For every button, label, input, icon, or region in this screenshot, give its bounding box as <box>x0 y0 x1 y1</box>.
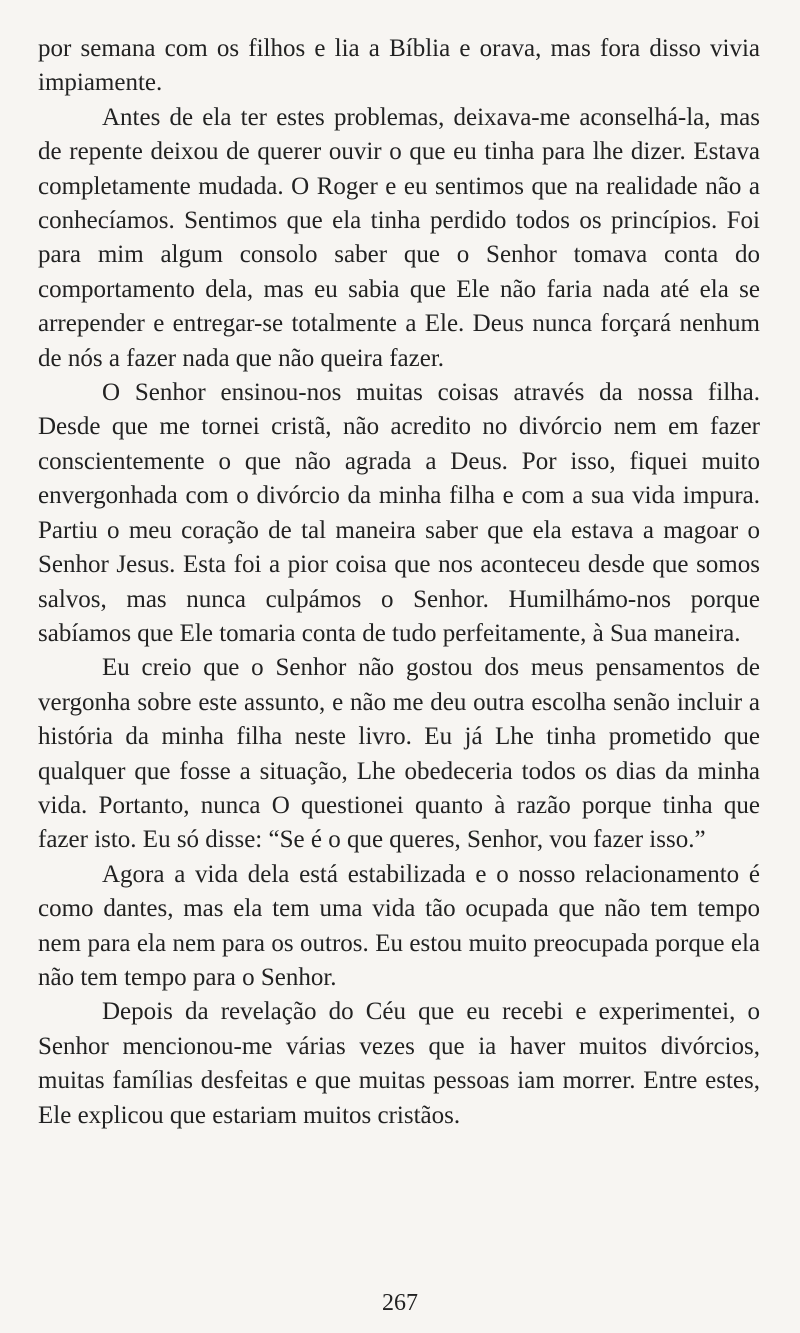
paragraph-6: Depois da revelação do Céu que eu recebi e experimentei, o Senhor mencionou-me várias vezes que ia haver muitos divórcios, muitas famílias desfeitas e que muitas pessoas iam morrer. Entre estes, Ele explicou que estariam muitos cristãos. <box>38 998 760 1129</box>
body-text <box>38 32 760 1133</box>
paragraph-5: Agora a vida dela está estabilizada e o nosso relacionamento é como dantes, mas ela tem uma vida tão ocupada que não tem tempo nem para ela nem para os outros. Eu estou muito preocupada porque ela não tem tempo para o Senhor. <box>38 860 760 991</box>
paragraph-2: Antes de ela ter estes problemas, deixava-me aconselhá-la, mas de repente deixou de querer ouvir o que eu tinha para lhe dizer. Estava completamente mudada. O Roger e eu sentimos que na realidade não a conhecíamos. Sentimos que ela tinha perdido todos os princípios. Foi para mim algum consolo saber que o Senhor tomava conta do comportamento dela, mas eu sabia que Ele não faria nada até ela se arrepender e entregar-se totalmente a Ele. Deus nunca forçará nenhum de nós a fazer nada que não queira fazer. <box>38 103 760 372</box>
page-number: 267 <box>382 1290 418 1316</box>
paragraph-1: por semana com os filhos e lia a Bíblia e orava, mas fora disso vivia impiamente. <box>38 35 760 97</box>
paragraph-3: O Senhor ensinou-nos muitas coisas através da nossa filha. Desde que me tornei cristã, não acredito no divórcio nem em fazer conscientemente o que não agrada a Deus. Por isso, fiquei muito envergonhada com o divórcio da minha filha e com a sua vida impura. Partiu o meu coração de tal maneira saber que ela estava a magoar o Senhor Jesus. Esta foi a pior coisa que nos aconteceu desde que somos salvos, mas nunca culpámos o Senhor. Humilhámo-nos porque sabíamos que Ele tomaria conta de tudo perfeitamente, à Sua maneira. <box>38 379 760 647</box>
paragraph-4: Eu creio que o Senhor não gostou dos meus pensamentos de vergonha sobre este assunto, e não me deu outra escolha senão incluir a história da minha filha neste livro. Eu já Lhe tinha prometido que qualquer que fosse a situação, Lhe obedeceria todos os dias da minha vida. Portanto, nunca O questionei quanto à razão porque tinha que fazer isto. Eu só disse: “Se é o que queres, Senhor, vou fazer isso.” <box>38 654 760 854</box>
